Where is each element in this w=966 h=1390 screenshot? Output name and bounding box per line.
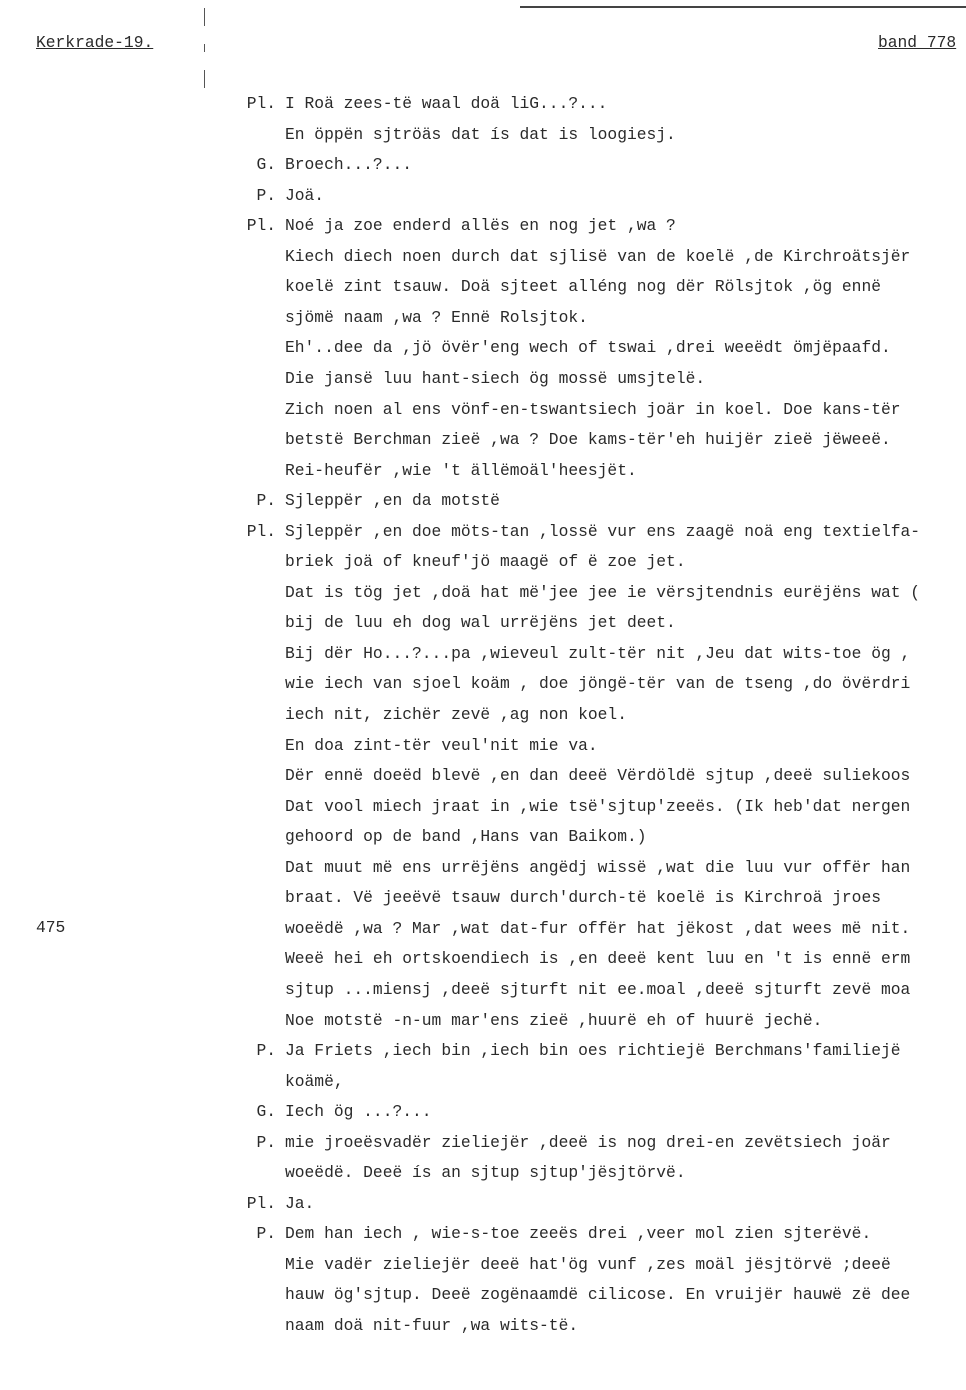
transcript-line: Sjleppër ,en doe möts-tan ,lossë vur ens zaagë noä eng textielfa- [285,521,921,541]
margin-tick [204,44,205,52]
margin-tick [204,70,205,88]
transcript-line: briek joä of kneuf'jö maagë of ë zoe jet. [285,552,686,572]
transcript-line: hauw ög'sjtup. Deeë zogënaamdë cilicose. En vruijër hauwë zë dee [285,1285,911,1305]
transcript-line: bij de luu eh dog wal urrëjëns jet deet. [285,613,676,633]
transcript-line: Dat muut më ens urrëjëns angëdj wissë ,wat die luu vur offër han [285,857,911,877]
speaker-label: G. [256,155,276,175]
transcript-line: iech nit, zichër zevë ,ag non koel. [285,705,627,724]
transcript-line: woeëdë. Deeë ís an sjtup sjtup'jësjtörvë. [285,1163,686,1183]
transcript-line: koelë zint tsauw. Doä sjteet alléng nog dër Rölsjtok ,ög ennë [285,277,881,297]
speaker-label: P. [256,185,276,205]
transcript-line: Dem han iech , wie-s-toe zeeës drei ,veer mol zien sjterëvë. [285,1224,872,1244]
speaker-label: P. [256,1041,276,1061]
transcript-line: Iech ög ...?... [285,1102,432,1122]
transcript-line: betstë Berchman zieë ,wa ? Doe kams-tër'eh huijër zieë jëweeë. [285,430,891,450]
speaker-label: P. [256,1132,276,1152]
transcript-line: Broech...?... [285,155,413,175]
speaker-label: P. [256,1224,276,1244]
transcript-line: Weeë hei eh ortskoendiech is ,en deeë kent luu en 't is ennë erm [285,949,911,969]
transcript-line: braat. Vë jeeëvë tsauw durch'durch-të koelë is Kirchroä jroes [285,888,881,908]
transcript-line: sjtup ...miensj ,deeë sjturft nit ee.moal ,deeë sjturft zevë moa [285,979,911,999]
speaker-label: Pl. [246,521,276,541]
transcript-line: Zich noen al ens vönf-en-tswantsiech joär in koel. Doe kans-tër [285,399,901,419]
transcript-line: Kiech diech noen durch dat sjlisë van de koelë ,de Kirchroätsjër [285,246,911,266]
transcript-line: wie iech van sjoel koäm , doe jöngë-tër van de tseng ,do övërdri [285,674,911,694]
transcript-line: Dat vool miech jraat in ,wie tsë'sjtup'zeeës. (Ik heb'dat nergen [285,796,911,816]
transcript-line: I Roä zees-të waal doä liG...?... [285,94,608,113]
transcript-line: Rei-heufër ,wie 't ällëmoäl'heesjët. [285,460,637,480]
transcript-line: woeëdë ,wa ? Mar ,wat dat-fur offër hat jëkost ,dat wees më nit. [285,918,911,938]
transcript-line: koämë, [285,1071,344,1091]
transcript-line: Joä. [285,185,325,205]
transcript-line: Eh'..dee da ,jö övër'eng wech of tswai ,drei weeëdt ömjëpaafd. [285,338,891,358]
transcript-line: mie jroeësvadër zieliejër ,deeë is nog drei-en zevëtsiech joär [285,1132,891,1152]
transcript-line: Noe motstë -n-um mar'ens zieë ,huurë eh of huurë jechë. [285,1010,823,1030]
transcript-line: Sjleppër ,en da motstë [285,491,500,511]
transcript-line: Bij dër Ho...?...pa ,wieveul zult-tër nit ,Jeu dat wits-toe ög , [285,643,911,663]
margin-number: 475 [36,918,66,937]
transcript-line: Die jansë luu hant-siech ög mossë umsjtelë. [285,368,706,388]
transcript-line: Dër ennë doeëd blevë ,en dan deeë Vërdöldë sjtup ,deeë suliekoos [285,766,911,786]
transcript-line: En doa zint-tër veul'nit mie va. [285,735,598,755]
top-rule [520,6,966,8]
speaker-label: P. [256,491,276,511]
speaker-label: Pl. [246,216,276,236]
header-location: Kerkrade-19. [36,33,154,52]
transcript-line: Dat is tög jet ,doä hat më'jee jee ie vërsjtendnis eurëjëns wat ( [285,582,921,602]
transcript-line: En öppën sjtröäs dat ís dat is loogiesj. [285,124,676,144]
header-tape-number: band 778 [878,33,957,52]
transcript-line: sjömë naam ,wa ? Ennë Rolsjtok. [285,307,588,327]
transcript-line: Noé ja zoe enderd allës en nog jet ,wa ? [285,216,676,236]
speaker-label: Pl. [246,1193,276,1213]
transcript-line: Mie vadër zieliejër deeë hat'ög vunf ,zes moäl jësjtörvë ;deeë [285,1254,891,1274]
transcript-line: gehoord op de band ,Hans van Baikom.) [285,827,647,847]
speaker-label: G. [256,1102,276,1122]
speaker-label: Pl. [246,94,276,113]
transcript-line: naam doä nit-fuur ,wa wits-të. [285,1316,579,1335]
transcript-line: Ja. [285,1193,315,1213]
transcript-line: Ja Friets ,iech bin ,iech bin oes richtiejë Berchmans'familiejë [285,1041,901,1061]
margin-tick [204,8,205,26]
